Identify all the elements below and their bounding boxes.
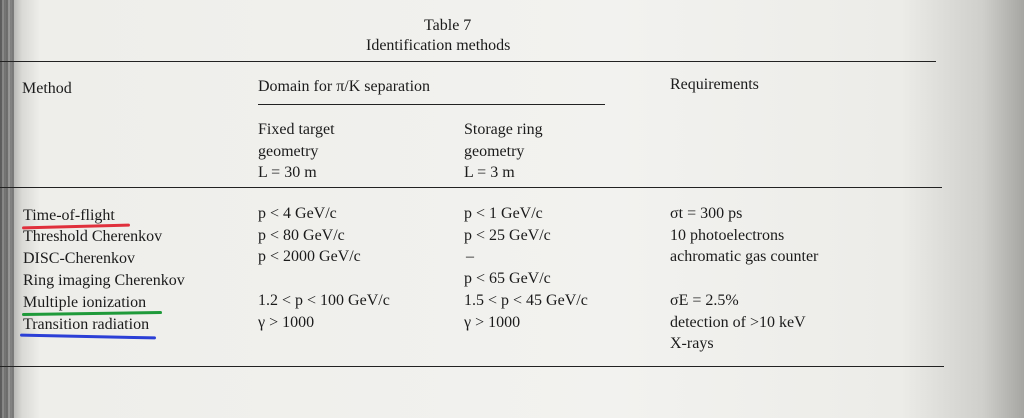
header-storage-line2: geometry xyxy=(464,143,525,160)
scan-shadow xyxy=(0,0,14,418)
row-requirement: detection of >10 keV xyxy=(670,314,806,331)
row-method: Transition radiation xyxy=(23,316,150,333)
header-domain: Domain for π/K separation xyxy=(258,78,431,95)
row-method: Multiple ionization xyxy=(23,294,147,311)
top-rule xyxy=(0,61,936,62)
header-fixed-line2: geometry xyxy=(258,143,319,160)
header-method: Method xyxy=(22,80,72,97)
bottom-rule xyxy=(0,366,944,367)
header-bottom-rule xyxy=(0,187,942,188)
header-storage-line3: L = 3 m xyxy=(464,164,515,181)
requirement-continuation: X-rays xyxy=(670,335,714,352)
row-method: Time-of-flight xyxy=(23,207,115,224)
row-fixed: p < 80 GeV/c xyxy=(258,227,345,244)
row-requirement: achromatic gas counter xyxy=(670,248,819,265)
row-storage: γ > 1000 xyxy=(464,314,521,331)
row-fixed: p < 2000 GeV/c xyxy=(258,248,361,265)
row-method: DISC-Cherenkov xyxy=(23,250,135,267)
row-requirement: 10 photoelectrons xyxy=(670,227,785,244)
row-requirement: σt = 300 ps xyxy=(670,205,743,222)
row-requirement: σE = 2.5% xyxy=(670,292,739,309)
row-method: Threshold Cherenkov xyxy=(23,228,163,245)
header-fixed-line1: Fixed target xyxy=(258,121,335,138)
row-fixed: 1.2 < p < 100 GeV/c xyxy=(258,292,390,309)
row-fixed: γ > 1000 xyxy=(258,314,315,331)
header-fixed-line3: L = 30 m xyxy=(258,164,317,181)
header-requirements: Requirements xyxy=(670,76,759,93)
row-method: Ring imaging Cherenkov xyxy=(23,272,185,289)
row-storage: 1.5 < p < 45 GeV/c xyxy=(464,292,588,309)
table-title: Identification methods xyxy=(366,37,511,54)
row-fixed: p < 4 GeV/c xyxy=(258,205,337,222)
row-storage: p < 65 GeV/c xyxy=(464,270,551,287)
row-storage: – xyxy=(466,248,474,265)
blue-underline xyxy=(20,334,156,340)
domain-rule xyxy=(258,104,605,105)
row-storage: p < 1 GeV/c xyxy=(464,205,543,222)
row-storage: p < 25 GeV/c xyxy=(464,227,551,244)
header-storage-line1: Storage ring xyxy=(464,121,543,138)
table-number: Table 7 xyxy=(424,17,472,34)
